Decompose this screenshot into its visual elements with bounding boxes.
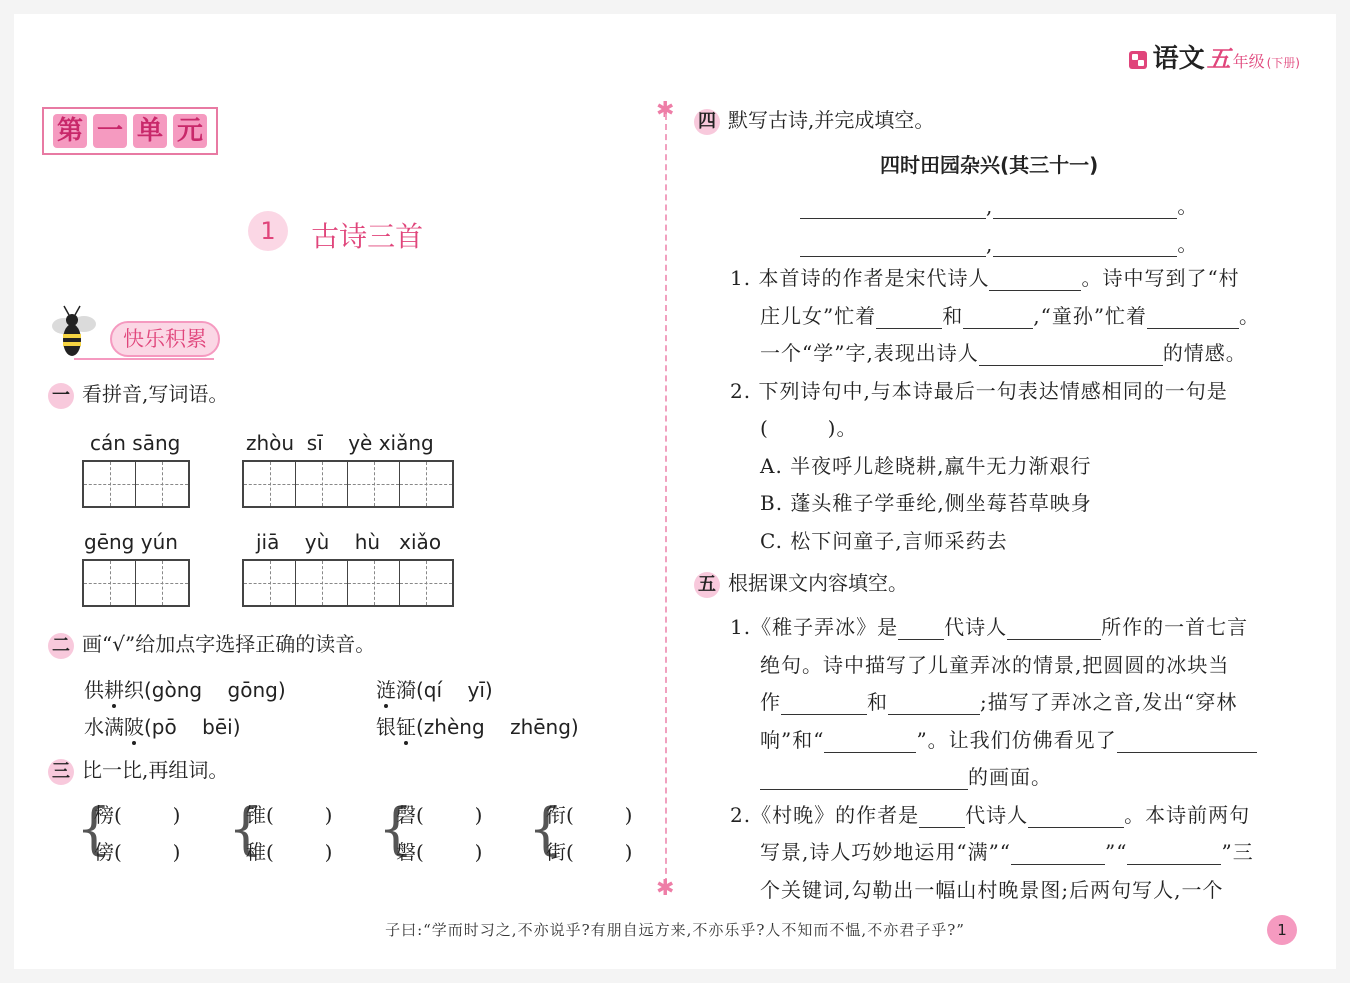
q5-item-2-line: 2.《村晚》的作者是 代诗人 。本诗前两句 (730, 803, 1251, 827)
reading-choice[interactable]: 水满陂(pō bēi) (84, 715, 241, 739)
answer-blank[interactable] (1028, 805, 1124, 828)
compare-word[interactable]: 榜( ) (94, 803, 181, 827)
reading-choice[interactable]: 供耕织(gòng gōng) (84, 678, 286, 702)
poem-title: 四时田园杂兴(其三十一) (880, 153, 1099, 177)
answer-blank[interactable] (1011, 842, 1105, 865)
answer-blank[interactable] (1007, 617, 1101, 640)
page-divider (665, 114, 667, 894)
answer-blank[interactable] (781, 692, 867, 715)
choice-option-b[interactable]: B. 蓬头稚子学垂纶,侧坐莓苔草映身 (760, 491, 1092, 515)
bee-icon (44, 304, 104, 364)
choice-blank[interactable]: ( )。 (760, 416, 858, 440)
q3-badge: 三 (48, 759, 74, 785)
q4-badge: 四 (694, 109, 720, 135)
q4-item-1-line: 庄儿女”忙着 和 ,“童孙”忙着 。 (760, 304, 1261, 328)
q5-item-1-line: 响”和“ ”。让我们仿佛看见了 (760, 724, 1257, 753)
unit-title-box (42, 107, 218, 155)
q2-badge: 二 (48, 633, 74, 659)
answer-blank[interactable] (919, 805, 965, 828)
unit-char: 一 (93, 114, 127, 148)
brace: { (76, 797, 112, 862)
q2-heading (48, 628, 375, 659)
reading-choice[interactable]: 涟漪(qí yī) (376, 678, 493, 702)
grade-suffix: 年级 (1232, 52, 1265, 71)
choice-option-a[interactable]: A. 半夜呼儿趁晓耕,羸牛无力渐艰行 (760, 454, 1092, 478)
answer-blank[interactable] (1127, 842, 1221, 865)
compare-word[interactable]: 磬( ) (396, 803, 483, 827)
writing-grid[interactable] (82, 460, 190, 508)
reading-choice[interactable]: 银钲(zhèng zhēng) (376, 715, 579, 739)
writing-grid[interactable] (242, 460, 454, 508)
compare-word[interactable]: 傍( ) (94, 840, 181, 864)
unit-char: 第 (53, 114, 87, 148)
compare-word[interactable]: 稚( ) (246, 840, 333, 864)
header-brand (1129, 38, 1300, 75)
q1-badge: 一 (48, 383, 74, 409)
poem-line-blank[interactable]: , 。 (800, 228, 1198, 257)
grade-number: 五 (1206, 45, 1231, 73)
star-icon: ✱ (656, 876, 675, 901)
brace: { (528, 797, 564, 862)
star-icon: ✱ (656, 98, 675, 123)
lesson-heading (248, 211, 423, 255)
q5-item-2-line: 个关键词,勾勒出一幅山村晚景图;后两句写人,一个 (760, 878, 1224, 902)
q5-item-2-line: 写景,诗人巧妙地运用“满”“ ”“ ”三 (760, 840, 1254, 864)
q5-item-1-line: 1.《稚子弄冰》是 代诗人 所作的一首七言 (730, 615, 1249, 639)
pinyin-label: zhòu sī yè xiǎng (246, 431, 434, 455)
q3-heading (48, 754, 228, 785)
poem-line-blank[interactable]: , 。 (800, 190, 1198, 219)
brace: { (378, 797, 414, 862)
answer-blank[interactable] (1147, 306, 1239, 329)
choice-option-c[interactable]: C. 松下问童子,言师采药去 (760, 529, 1008, 553)
q1-heading (48, 378, 228, 409)
writing-grid[interactable] (82, 559, 190, 607)
pinyin-label: jiā yù hù xiǎo (256, 530, 442, 554)
answer-blank[interactable] (1117, 730, 1257, 753)
answer-blank[interactable] (989, 268, 1081, 291)
answer-blank[interactable] (898, 617, 944, 640)
writing-grid[interactable] (242, 559, 454, 607)
compare-word[interactable]: 街( ) (546, 840, 633, 864)
q4-item-2-line: 2. 下列诗句中,与本诗最后一句表达情感相同的一句是 (730, 379, 1228, 403)
q5-item-1-line: 的画面。 (760, 761, 1052, 790)
q4-item-1-line: 1. 本首诗的作者是宋代诗人 。诗中写到了“村 (730, 266, 1240, 290)
logo-icon (1129, 51, 1147, 69)
q2-title: 画“√”给加点字选择正确的读音。 (82, 632, 376, 656)
answer-blank[interactable] (888, 692, 980, 715)
q1-title: 看拼音,写词语。 (82, 382, 229, 406)
q5-badge: 五 (694, 572, 720, 598)
section-banner: 快乐积累 (110, 321, 220, 357)
workbook-page (14, 14, 1336, 969)
compare-word[interactable]: 磐( ) (396, 840, 483, 864)
q3-title: 比一比,再组词。 (82, 758, 229, 782)
q4-item-1-line: 一个“学”字,表现出诗人 的情感。 (760, 341, 1247, 365)
q4-heading (694, 104, 934, 135)
footer-quote: 子曰:“学而时习之,不亦说乎?有朋自远方来,不亦乐乎?人不知而不愠,不亦君子乎?” (385, 921, 965, 939)
compare-word[interactable]: 衔( ) (546, 803, 633, 827)
q5-item-1-line: 作 和 ;描写了弄冰之音,发出“穿林 (760, 690, 1238, 714)
answer-blank[interactable] (824, 730, 916, 753)
unit-char: 元 (173, 114, 207, 148)
compare-word[interactable]: 锥( ) (246, 803, 333, 827)
q5-title: 根据课文内容填空。 (728, 571, 908, 595)
q4-title: 默写古诗,并完成填空。 (728, 108, 935, 132)
pinyin-label: cán sāng (90, 431, 181, 455)
page-number: 1 (1267, 915, 1297, 945)
lesson-title: 古诗三首 (311, 219, 424, 253)
q5-heading (694, 567, 908, 598)
q5-item-1-line: 绝句。诗中描写了儿童弄冰的情景,把圆圆的冰块当 (760, 653, 1230, 677)
answer-blank[interactable] (979, 343, 1163, 366)
volume-label: (下册) (1266, 56, 1300, 70)
lesson-number: 1 (248, 211, 288, 251)
answer-blank[interactable] (876, 306, 942, 329)
answer-blank[interactable] (760, 767, 968, 790)
answer-blank[interactable] (963, 306, 1033, 329)
pinyin-label: gēng yún (84, 530, 178, 554)
banner-underline (74, 358, 214, 360)
brace: { (228, 797, 264, 862)
unit-char: 单 (133, 114, 167, 148)
subject-label: 语文 (1152, 44, 1205, 74)
